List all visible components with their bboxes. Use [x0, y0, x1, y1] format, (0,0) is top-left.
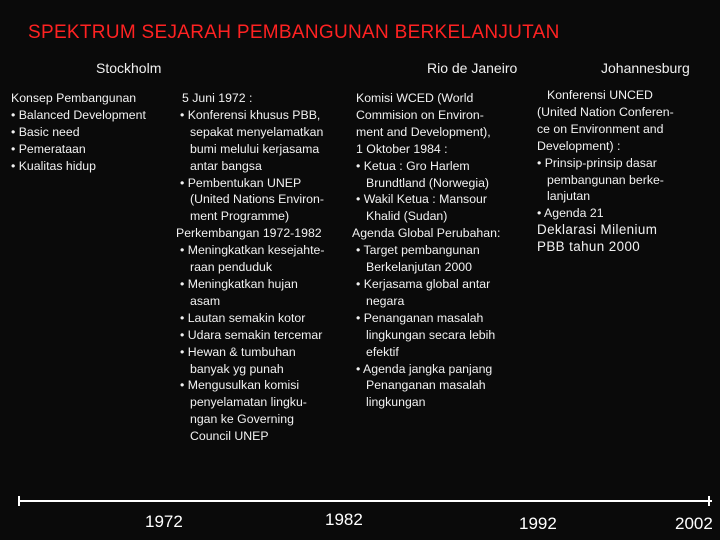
text-line: Konferensi UNCED [547, 88, 653, 102]
text-line: PBB tahun 2000 [537, 239, 641, 255]
text-line: • Udara semakin tercemar [180, 327, 323, 342]
text-line: (United Nations Environ- [190, 192, 324, 207]
text-line: negara [366, 293, 405, 308]
text-line: • Konferensi khusus PBB, [180, 107, 321, 122]
text-line: Commision on Environ- [356, 107, 484, 122]
text-line: • Ketua : Gro Harlem [356, 158, 470, 173]
text-line: Brundtland (Norwegia) [366, 175, 490, 190]
year-label-1992: 1992 [519, 514, 557, 533]
location-rio-de-janeiro: Rio de Janeiro [427, 60, 518, 76]
column-1972 [176, 90, 325, 445]
text-line: • Kerjasama global antar [356, 276, 491, 291]
text-line: • Agenda jangka panjang [356, 361, 493, 376]
text-line: Penanganan masalah [366, 378, 486, 393]
timeline-tick [18, 496, 20, 506]
text-line: Berkelanjutan 2000 [366, 260, 472, 275]
text-line: ment Programme) [190, 209, 290, 224]
text-line: efektif [366, 344, 399, 359]
text-line: Development) : [537, 138, 621, 153]
slide-title: SPEKTRUM SEJARAH PEMBANGUNAN BERKELANJUTAN [28, 22, 560, 43]
text-line: bumi melului kerjasama [190, 141, 320, 156]
text-line: • Target pembangunan [356, 243, 480, 258]
text-line: lanjutan [547, 189, 591, 204]
text-line: banyak yg punah [190, 361, 284, 376]
text-line: Komisi WCED (World [356, 91, 474, 105]
text-line: 1 Oktober 1984 : [356, 141, 448, 156]
text-line: • Agenda 21 [537, 206, 604, 221]
text-line: Konsep Pembangunan [11, 91, 137, 105]
timeline-axis [18, 500, 712, 502]
year-label-1982: 1982 [325, 510, 363, 529]
timeline [0, 480, 720, 540]
text-line: antar bangsa [190, 158, 262, 173]
text-line: ce on Environment and [537, 121, 664, 136]
text-line: • Wakil Ketua : Mansour [356, 192, 487, 207]
text-line: Deklarasi Milenium [537, 222, 658, 238]
year-label-1972: 1972 [145, 512, 183, 531]
column-1982 [352, 90, 501, 411]
text-line: • Penanganan masalah [356, 310, 484, 325]
text-line: Perkembangan 1972-1982 [176, 226, 322, 241]
text-line: sepakat menyelamatkan [190, 124, 324, 139]
text-line: pembangunan berke- [547, 172, 664, 187]
text-line: penyelamatan lingku- [190, 395, 307, 410]
text-line: Council UNEP [190, 429, 269, 444]
text-line: ment and Development), [356, 124, 491, 139]
text-line: asam [190, 293, 221, 308]
text-line: raan penduduk [190, 260, 273, 275]
text-line: • Lautan semakin kotor [180, 310, 306, 325]
text-line: • Hewan & tumbuhan [180, 344, 296, 359]
column-konsep [11, 90, 146, 175]
text-line: • Meningkatkan kesejahte- [180, 243, 325, 258]
text-line: • Prinsip-prinsip dasar [537, 155, 657, 170]
year-label-2002: 2002 [675, 514, 713, 533]
text-line: Khalid (Sudan) [366, 209, 448, 224]
text-line: Agenda Global Perubahan: [352, 226, 501, 241]
timeline-tick [708, 496, 710, 506]
text-line: • Pembentukan UNEP [180, 175, 302, 190]
location-johannesburg: Johannesburg [601, 60, 690, 76]
text-line: lingkungan secara lebih [366, 327, 496, 342]
text-line: • Kualitas hidup [11, 158, 96, 173]
text-line: 5 Juni 1972 : [182, 91, 253, 105]
text-line: lingkungan [366, 395, 426, 410]
text-line: • Basic need [11, 124, 80, 139]
text-line: • Pemerataan [11, 141, 86, 156]
text-line: • Balanced Development [11, 107, 146, 122]
text-line: (United Nation Conferen- [537, 104, 674, 119]
column-1992 [537, 87, 674, 256]
text-line: • Mengusulkan komisi [180, 378, 300, 393]
text-line: • Meningkatkan hujan [180, 276, 298, 291]
location-stockholm: Stockholm [96, 60, 162, 76]
text-line: ngan ke Governing [190, 412, 294, 427]
